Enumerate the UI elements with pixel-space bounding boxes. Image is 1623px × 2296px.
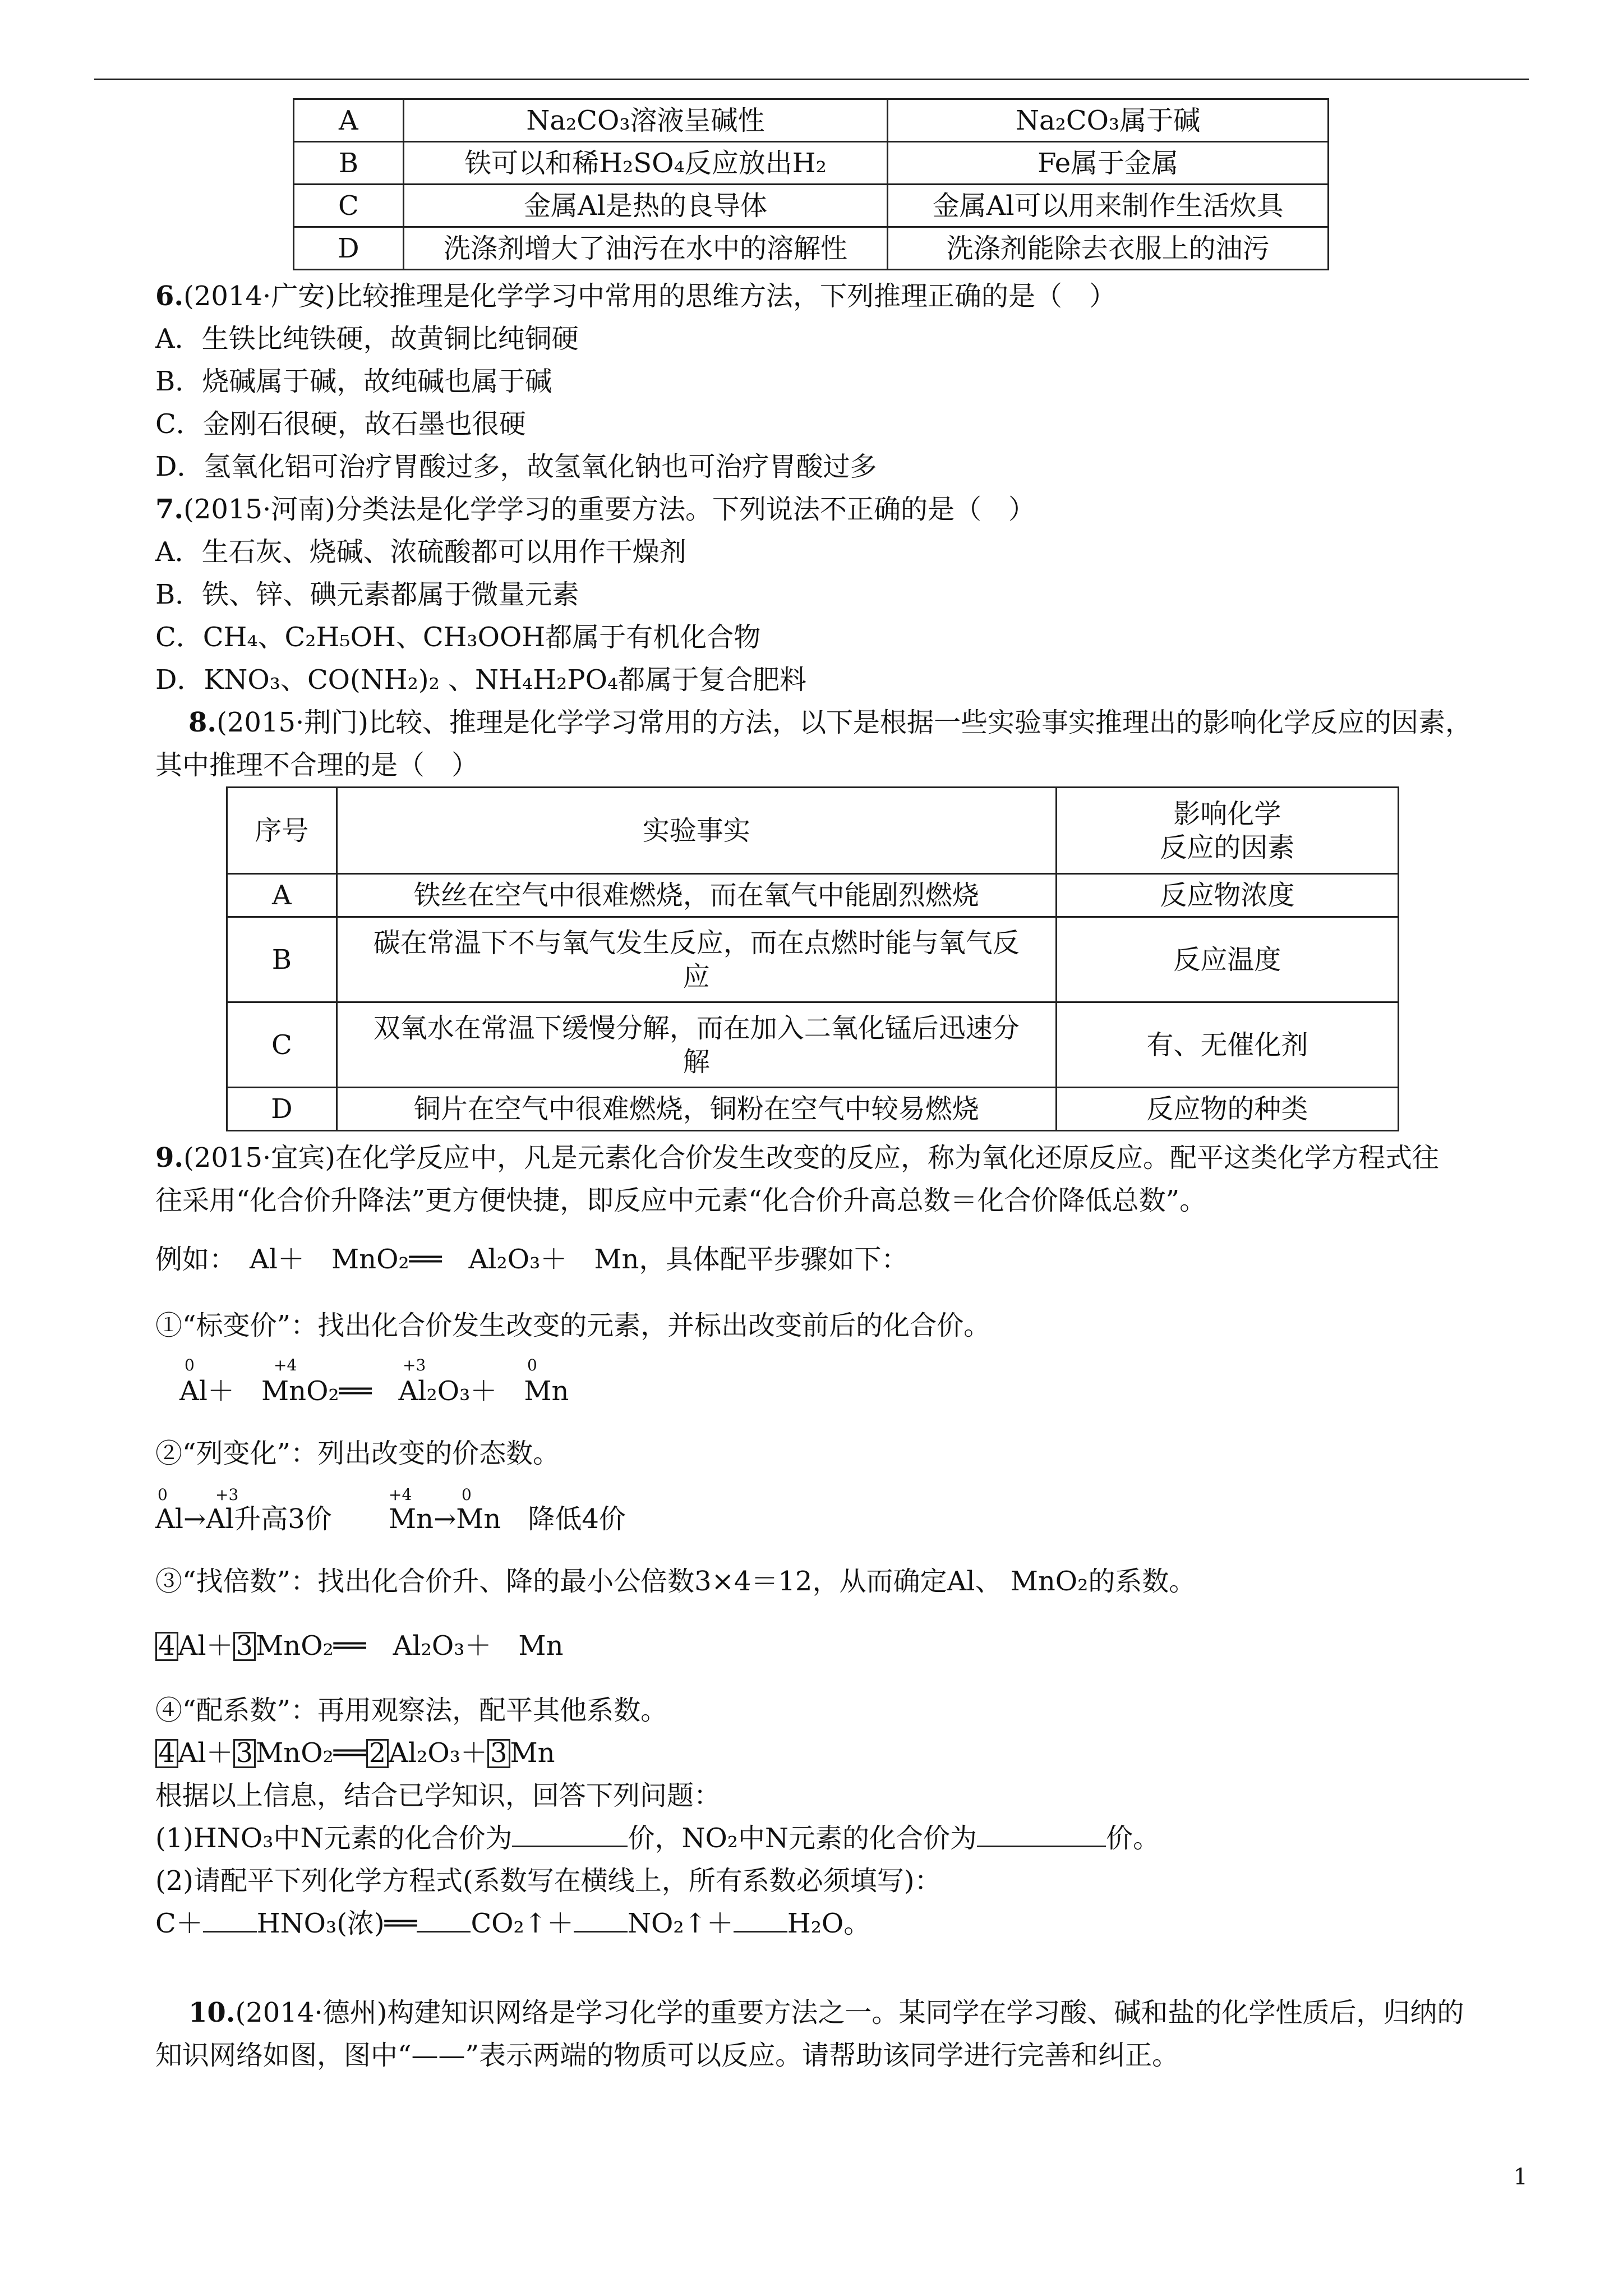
equation-2a: Al→Al升高3价 bbox=[155, 1503, 332, 1535]
fact-cell: 铁可以和稀H₂SO₄反应放出H₂ bbox=[403, 142, 888, 185]
option-b: B．烧碱属于碱，故纯碱也属于碱 bbox=[155, 366, 552, 397]
table-row bbox=[294, 142, 1329, 185]
fact-cell: 洗涤剂增大了油污在水中的溶解性 bbox=[403, 227, 888, 270]
example-line: 例如： Al＋ MnO₂══ Al₂O₃＋ Mn，具体配平步骤如下： bbox=[155, 1244, 909, 1275]
table-row bbox=[227, 1002, 1399, 1088]
option-d: D．氢氧化铝可治疗胃酸过多，故氢氧化钠也可治疗胃酸过多 bbox=[155, 451, 877, 482]
header-number: 序号 bbox=[227, 788, 337, 874]
step-3: ③“找倍数”：找出化合价升、降的最小公倍数3×4＝12，从而确定Al、 MnO₂的系数。 bbox=[155, 1566, 1196, 1597]
question-text: (2015·宜宾)在化学反应中，凡是元素化合价发生改变的反应，称为氧化还原反应。配平这类化学方程式往 bbox=[183, 1142, 1439, 1174]
fact-cell: 双氧水在常温下缓慢分解，而在加入二氧化锰后迅速分 解 bbox=[336, 1002, 1056, 1088]
conclusion-cell: Fe属于金属 bbox=[888, 142, 1329, 185]
table-row bbox=[227, 917, 1399, 1002]
factor-cell: 反应物的种类 bbox=[1056, 1088, 1398, 1131]
equation-4: 4 Al＋ 3 MnO₂══ 2 Al₂O₃＋ 3 Mn bbox=[155, 1737, 555, 1770]
question-6-stem bbox=[155, 280, 1116, 313]
coefficient-box: 3 bbox=[233, 1632, 256, 1661]
option-c: C．金刚石很硬，故石墨也很硬 bbox=[155, 408, 526, 440]
question-10-stem-cont: 知识网络如图，图中“——”表示两端的物质可以反应。请帮助该同学进行完善和纠正。 bbox=[155, 2040, 1179, 2071]
question-text: (2014·广安)比较推理是化学学习中常用的思维方法，下列推理正确的是（ ） bbox=[183, 280, 1116, 312]
question-10-stem bbox=[188, 1997, 1464, 2030]
row-key: A bbox=[227, 874, 337, 917]
valence-mark: 0 bbox=[185, 1356, 195, 1374]
question-text: (2014·德州)构建知识网络是学习化学的重要方法之一。某同学在学习酸、碱和盐的化学性质后，归纳的 bbox=[235, 1997, 1464, 2028]
step-1: ①“标变价”：找出化合价发生改变的元素，并标出改变前后的化合价。 bbox=[155, 1310, 991, 1341]
table-row bbox=[227, 874, 1399, 917]
conclusion-cell: Na₂CO₃属于碱 bbox=[888, 99, 1329, 142]
valence-mark: 0 bbox=[527, 1356, 537, 1374]
equation-2b: Mn→Mn 降低4价 bbox=[389, 1503, 626, 1535]
table-row bbox=[294, 227, 1329, 270]
table-header-row bbox=[227, 788, 1399, 874]
option-c: C．CH₄、C₂H₅OH、CH₃OOH都属于有机化合物 bbox=[155, 622, 761, 653]
option-a: A．生石灰、烧碱、浓硫酸都可以用作干燥剂 bbox=[155, 536, 686, 568]
fact-cell: 金属Al是热的良导体 bbox=[403, 185, 888, 227]
row-key: C bbox=[227, 1002, 337, 1088]
table-row bbox=[294, 185, 1329, 227]
valence-mark: 0 bbox=[462, 1485, 472, 1504]
coefficient-box: 3 bbox=[487, 1739, 510, 1768]
question-8-stem bbox=[188, 707, 1472, 739]
question-text: (2015·河南)分类法是化学学习的重要方法。下列说法不正确的是（ ） bbox=[183, 494, 1035, 525]
valence-mark: +4 bbox=[274, 1356, 297, 1374]
equation-5: C＋ HNO₃(浓)══ CO₂↑＋ NO₂↑＋ H₂O。 bbox=[155, 1908, 871, 1939]
table-choices bbox=[293, 98, 1329, 270]
valence-mark: +4 bbox=[389, 1485, 412, 1504]
row-key: B bbox=[294, 142, 404, 185]
row-key: B bbox=[227, 917, 337, 1002]
question-number: 10. bbox=[188, 1997, 236, 2028]
header-fact: 实验事实 bbox=[336, 788, 1056, 874]
conclusion-cell: 洗涤剂能除去衣服上的油污 bbox=[888, 227, 1329, 270]
fact-cell: 碳在常温下不与氧气发生反应，而在点燃时能与氧气反 应 bbox=[336, 917, 1056, 1002]
question-number: 6. bbox=[155, 280, 184, 312]
factor-cell: 反应温度 bbox=[1056, 917, 1398, 1002]
coefficient-box: 4 bbox=[155, 1632, 178, 1661]
row-key: A bbox=[294, 99, 404, 142]
fact-cell: 铁丝在空气中很难燃烧，而在氧气中能剧烈燃烧 bbox=[336, 874, 1056, 917]
fact-cell: Na₂CO₃溶液呈碱性 bbox=[403, 99, 888, 142]
page-number: 1 bbox=[1513, 2164, 1528, 2190]
question-number: 7. bbox=[155, 494, 184, 525]
answer-blank[interactable] bbox=[203, 1908, 257, 1932]
table-row bbox=[227, 1088, 1399, 1131]
question-number: 9. bbox=[155, 1142, 184, 1174]
option-a: A．生铁比纯铁硬，故黄铜比纯铜硬 bbox=[155, 323, 579, 355]
answer-blank[interactable] bbox=[734, 1908, 787, 1932]
question-text: (2015·荆门)比较、推理是化学学习常用的方法，以下是根据一些实验事实推理出的影响化学反应的因素， bbox=[216, 707, 1472, 738]
answer-blank[interactable] bbox=[977, 1823, 1106, 1847]
valence-mark: 0 bbox=[158, 1485, 168, 1504]
valence-mark: +3 bbox=[215, 1485, 239, 1504]
valence-mark: +3 bbox=[403, 1356, 426, 1374]
answer-blank[interactable] bbox=[574, 1908, 628, 1932]
coefficient-box: 3 bbox=[233, 1739, 256, 1768]
question-9-stem bbox=[155, 1142, 1439, 1175]
step-4: ④“配系数”：再用观察法，配平其他系数。 bbox=[155, 1695, 668, 1726]
table-row bbox=[294, 99, 1329, 142]
sub-question-1: (1)HNO₃中N元素的化合价为 价，NO₂中N元素的化合价为 价。 bbox=[155, 1823, 1160, 1854]
factor-cell: 有、无催化剂 bbox=[1056, 1002, 1398, 1088]
header-rule bbox=[94, 79, 1529, 80]
header-factor: 影响化学 反应的因素 bbox=[1056, 788, 1398, 874]
instruction: 根据以上信息，结合已学知识，回答下列问题： bbox=[155, 1780, 721, 1811]
equation-3: 4 Al＋ 3 MnO₂══ Al₂O₃＋ Mn bbox=[155, 1630, 564, 1663]
coefficient-box: 2 bbox=[366, 1739, 389, 1768]
table-factors bbox=[226, 786, 1399, 1131]
question-7-stem bbox=[155, 494, 1035, 526]
question-8-stem-cont: 其中推理不合理的是（ ） bbox=[155, 749, 479, 781]
answer-blank[interactable] bbox=[417, 1908, 471, 1932]
question-number: 8. bbox=[188, 707, 217, 738]
answer-blank[interactable] bbox=[512, 1823, 628, 1847]
factor-cell: 反应物浓度 bbox=[1056, 874, 1398, 917]
question-9-stem-cont: 往采用“化合价升降法”更方便快捷，即反应中元素“化合价升高总数＝化合价降低总数”。 bbox=[155, 1185, 1207, 1216]
option-d: D．KNO₃、CO(NH₂)₂ 、NH₄H₂PO₄都属于复合肥料 bbox=[155, 664, 807, 696]
conclusion-cell: 金属Al可以用来制作生活炊具 bbox=[888, 185, 1329, 227]
equation-1: Al＋ MnO₂══ Al₂O₃＋ Mn bbox=[179, 1375, 569, 1407]
row-key: D bbox=[294, 227, 404, 270]
option-b: B．铁、锌、碘元素都属于微量元素 bbox=[155, 579, 579, 610]
step-2: ②“列变化”：列出改变的价态数。 bbox=[155, 1438, 560, 1469]
sub-question-2: (2)请配平下列化学方程式(系数写在横线上，所有系数必须填写)： bbox=[155, 1865, 942, 1897]
coefficient-box: 4 bbox=[155, 1739, 178, 1768]
row-key: C bbox=[294, 185, 404, 227]
fact-cell: 铜片在空气中很难燃烧，铜粉在空气中较易燃烧 bbox=[336, 1088, 1056, 1131]
row-key: D bbox=[227, 1088, 337, 1131]
